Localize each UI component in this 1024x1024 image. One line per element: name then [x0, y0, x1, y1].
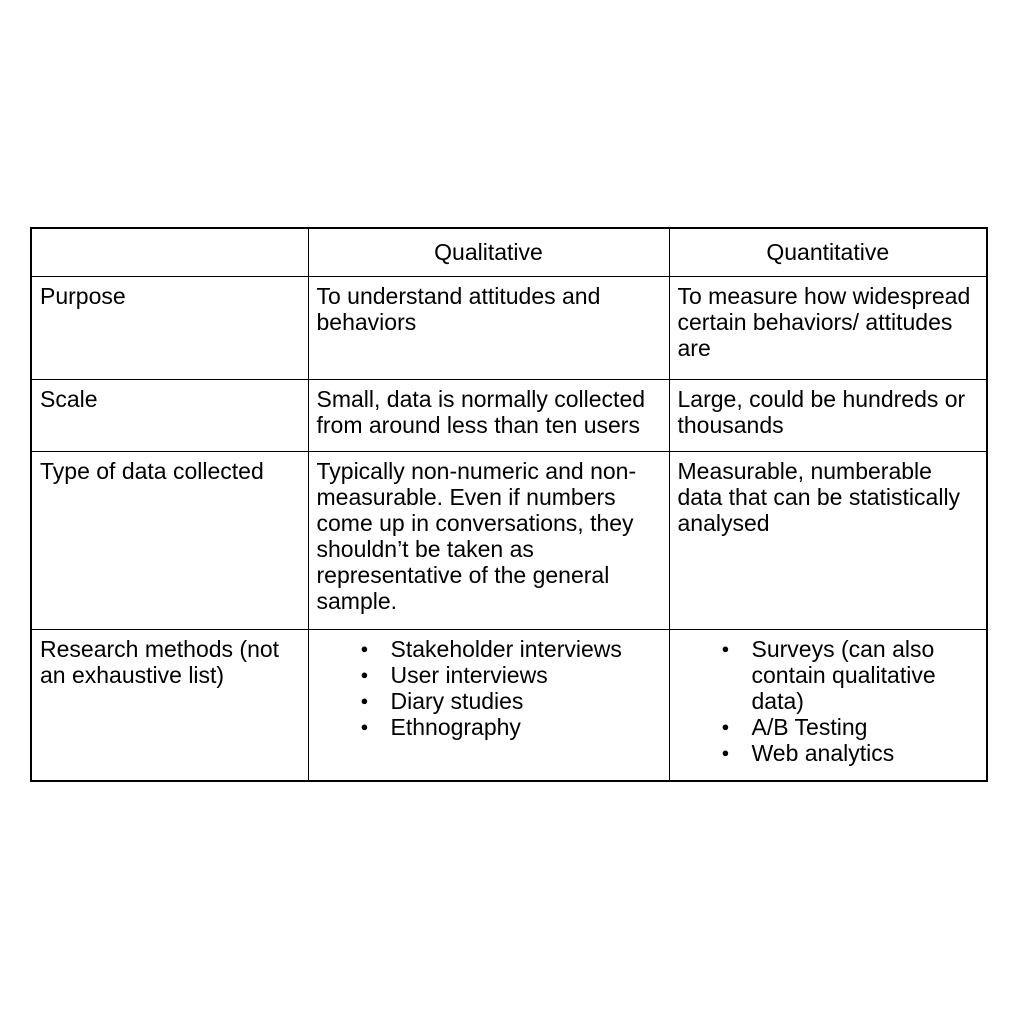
cell-type-quantitative: Measurable, numberable data that can be statistically analysed	[669, 451, 987, 629]
list-item: ● A/B Testing	[752, 714, 979, 740]
list-item: ● Ethnography	[391, 714, 661, 740]
cell-scale-quantitative: Large, could be hundreds or thousands	[669, 379, 987, 451]
quantitative-methods-list	[678, 636, 979, 766]
table-row-research-methods	[31, 629, 987, 781]
list-item: ● Diary studies	[391, 688, 661, 714]
cell-methods-quantitative	[669, 629, 987, 781]
comparison-table	[30, 227, 988, 782]
table-row-type-of-data	[31, 451, 987, 629]
header-cell-qualitative: Qualitative	[308, 228, 669, 276]
cell-purpose-qualitative: To understand attitudes and behaviors	[308, 276, 669, 379]
cell-methods-qualitative	[308, 629, 669, 781]
table-row-purpose	[31, 276, 987, 379]
list-item: ● Surveys (can also contain qualitative data)	[752, 636, 979, 714]
header-cell-empty	[31, 228, 308, 276]
cell-scale-qualitative: Small, data is normally collected from around less than ten users	[308, 379, 669, 451]
row-label-research-methods: Research methods (not an exhaustive list)	[31, 629, 308, 781]
list-item: ● Stakeholder interviews	[391, 636, 661, 662]
cell-type-qualitative: Typically non-numeric and non-measurable. Even if numbers come up in conversations, they shouldn’t be taken as representative of the general sample.	[308, 451, 669, 629]
cell-purpose-quantitative: To measure how widespread certain behaviors/ attitudes are	[669, 276, 987, 379]
list-item: ● Web analytics	[752, 740, 979, 766]
header-cell-quantitative: Quantitative	[669, 228, 987, 276]
row-label-scale: Scale	[31, 379, 308, 451]
row-label-purpose: Purpose	[31, 276, 308, 379]
table-header-row	[31, 228, 987, 276]
qualitative-methods-list	[317, 636, 661, 740]
table-row-scale	[31, 379, 987, 451]
row-label-type-of-data: Type of data collected	[31, 451, 308, 629]
list-item: ● User interviews	[391, 662, 661, 688]
